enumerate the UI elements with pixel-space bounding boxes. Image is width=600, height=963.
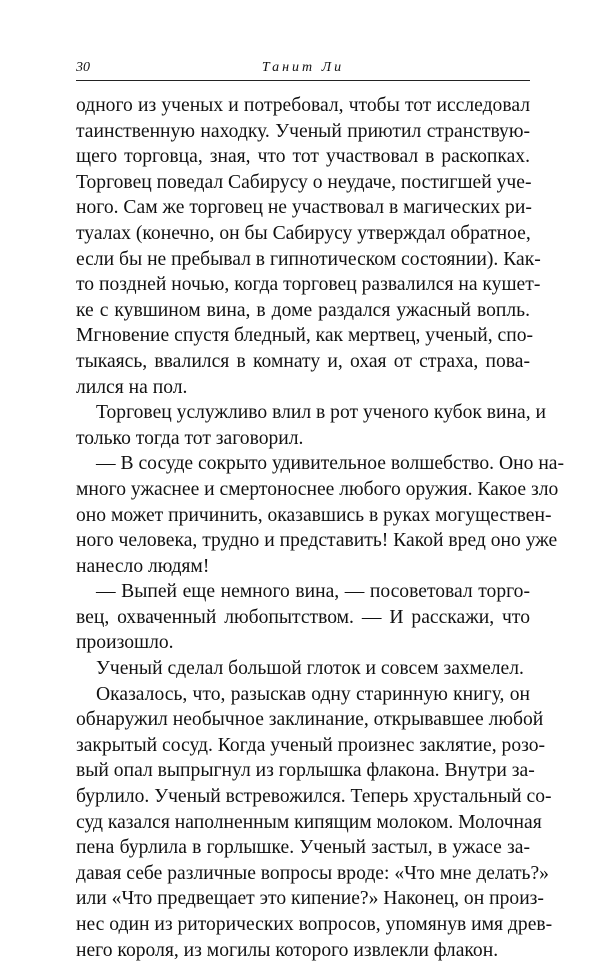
text-line: таинственную находку. Ученый приютил странствую- [76,120,530,142]
running-title: Танит Ли [261,60,345,75]
page-number: 30 [76,60,90,75]
text-line: Торговец услужливо влил в рот ученого кубок вина, и [96,402,546,424]
text-line: щего торговца, зная, что тот участвовал в раскопках. [76,146,530,168]
text-line: или «Что предвещает это кипение?» Наконец, он произ- [76,888,544,910]
text-line: суд казался наполненным кипящим молоком. Молочная [76,811,542,833]
text-line: Мгновение спустя бледный, как мертвец, ученый, спо- [76,325,534,347]
text-line: обнаружил необычное заклинание, открывавшее любой [76,709,544,731]
text-line: то поздней ночью, когда торговец развалился на кушет- [76,274,541,296]
text-line: только тогда тот заговорил. [76,427,304,449]
text-line: Торговец поведал Сабирусу о неудаче, постигшей уче- [76,171,532,193]
text-line: много ужаснее и смертоноснее любого оружия. Какое зло [76,478,559,500]
text-line: давая себе различные вопросы вроде: «Что мне делать?» [76,862,549,884]
text-line: Оказалось, что, разыскав одну старинную книгу, он [96,683,530,705]
text-line: Ученый сделал большой глоток и совсем захмелел. [96,658,524,680]
text-line: одного из ученых и потребовал, чтобы тот исследовал [76,95,530,116]
text-line: тыкаясь, ввалился в комнату и, охая от страха, пова- [76,350,530,372]
text-line: нанесло людям! [76,555,210,577]
body-text [76,93,565,963]
running-head [76,60,530,80]
text-line: — Выпей еще немного вина, — посоветовал торго- [96,581,530,603]
text-line: произошло. [76,632,174,654]
text-line: бурлило. Ученый встревожился. Теперь хрустальный со- [76,786,552,808]
text-line: оно может причинить, оказавшись в руках могуществен- [76,504,552,526]
text-line: вец, охваченный любопытством. — И расскажи, что [76,606,530,628]
text-line: вый опал выпрыгнул из горлышка флакона. Внутри за- [76,760,535,782]
text-line: закрытый сосуд. Когда ученый произнес заклятие, розо- [76,734,546,756]
text-line: — В сосуде сокрыто удивительное волшебство. Оно на- [96,453,565,475]
text-line: если бы не пребывал в гипнотическом состоянии). Как- [76,248,541,270]
header-rule [76,80,530,81]
text-line: лился на пол. [76,376,188,398]
text-line: него короля, из могилы которого извлекли флакон. [76,939,499,961]
text-line: нес один из риторических вопросов, упомянув имя древ- [76,914,553,935]
text-line: туалах (конечно, он бы Сабирусу утверждал обратное, [76,222,531,244]
text-line: пена бурлила в горлышке. Ученый застыл, в ужасе за- [76,837,530,859]
text-line: ного. Сам же торговец не участвовал в магических ри- [76,197,532,219]
text-line: ного человека, трудно и представить! Какой вред оно уже [76,530,558,552]
text-line: ке с кувшином вина, в доме раздался ужасный вопль. [76,299,530,321]
